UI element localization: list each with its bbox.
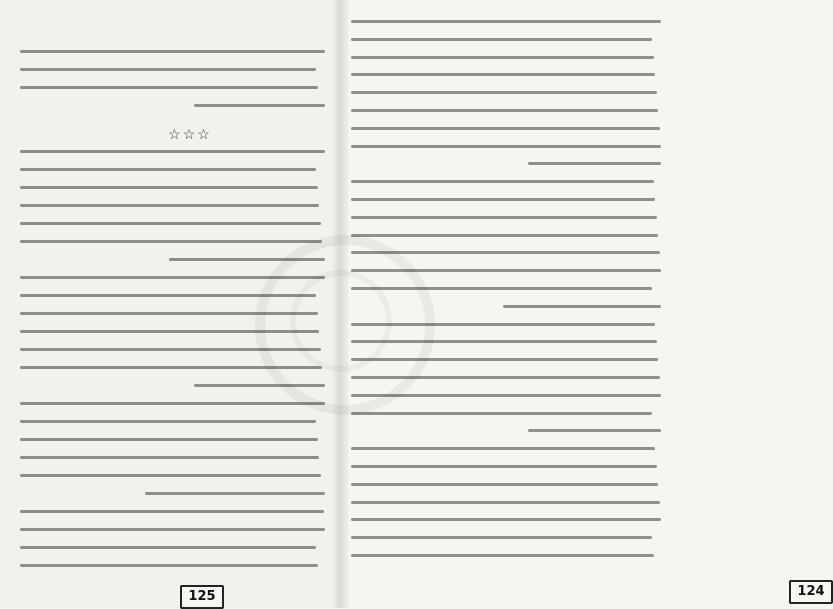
text-line <box>20 402 325 405</box>
text-line <box>194 104 325 107</box>
text-line <box>351 536 652 539</box>
text-line <box>351 109 658 112</box>
text-line <box>351 465 657 468</box>
text-line <box>20 186 318 189</box>
text-line <box>351 447 655 450</box>
text-line <box>20 546 316 549</box>
text-line <box>20 50 325 53</box>
text-line <box>351 145 661 148</box>
text-line <box>351 56 654 59</box>
text-line <box>20 456 319 459</box>
text-line <box>351 180 654 183</box>
text-line <box>20 240 322 243</box>
text-line <box>20 86 318 89</box>
text-line <box>20 420 316 423</box>
text-line <box>351 73 655 76</box>
page-number-left: 125 <box>180 585 224 609</box>
text-line <box>20 564 318 567</box>
text-line <box>351 91 657 94</box>
text-line <box>351 127 660 130</box>
text-line <box>20 528 325 531</box>
text-line <box>503 305 661 308</box>
section-separator: ☆☆☆ <box>168 127 212 143</box>
text-line <box>351 518 661 521</box>
text-line <box>351 554 654 557</box>
text-line <box>20 510 324 513</box>
text-line <box>20 168 316 171</box>
page-number-right: 124 <box>789 580 833 604</box>
watermark-seal <box>255 235 435 415</box>
text-line <box>528 429 661 432</box>
text-line <box>20 68 316 71</box>
text-line <box>20 474 321 477</box>
text-line <box>351 483 658 486</box>
text-line <box>351 198 655 201</box>
text-line <box>351 234 658 237</box>
text-line <box>528 162 661 165</box>
text-line <box>145 492 325 495</box>
text-line <box>351 501 660 504</box>
text-line <box>20 222 321 225</box>
text-line <box>20 438 318 441</box>
text-line <box>351 20 661 23</box>
text-line <box>351 38 652 41</box>
text-line <box>351 216 657 219</box>
text-line <box>351 412 652 415</box>
text-line <box>20 204 319 207</box>
text-line <box>20 150 325 153</box>
